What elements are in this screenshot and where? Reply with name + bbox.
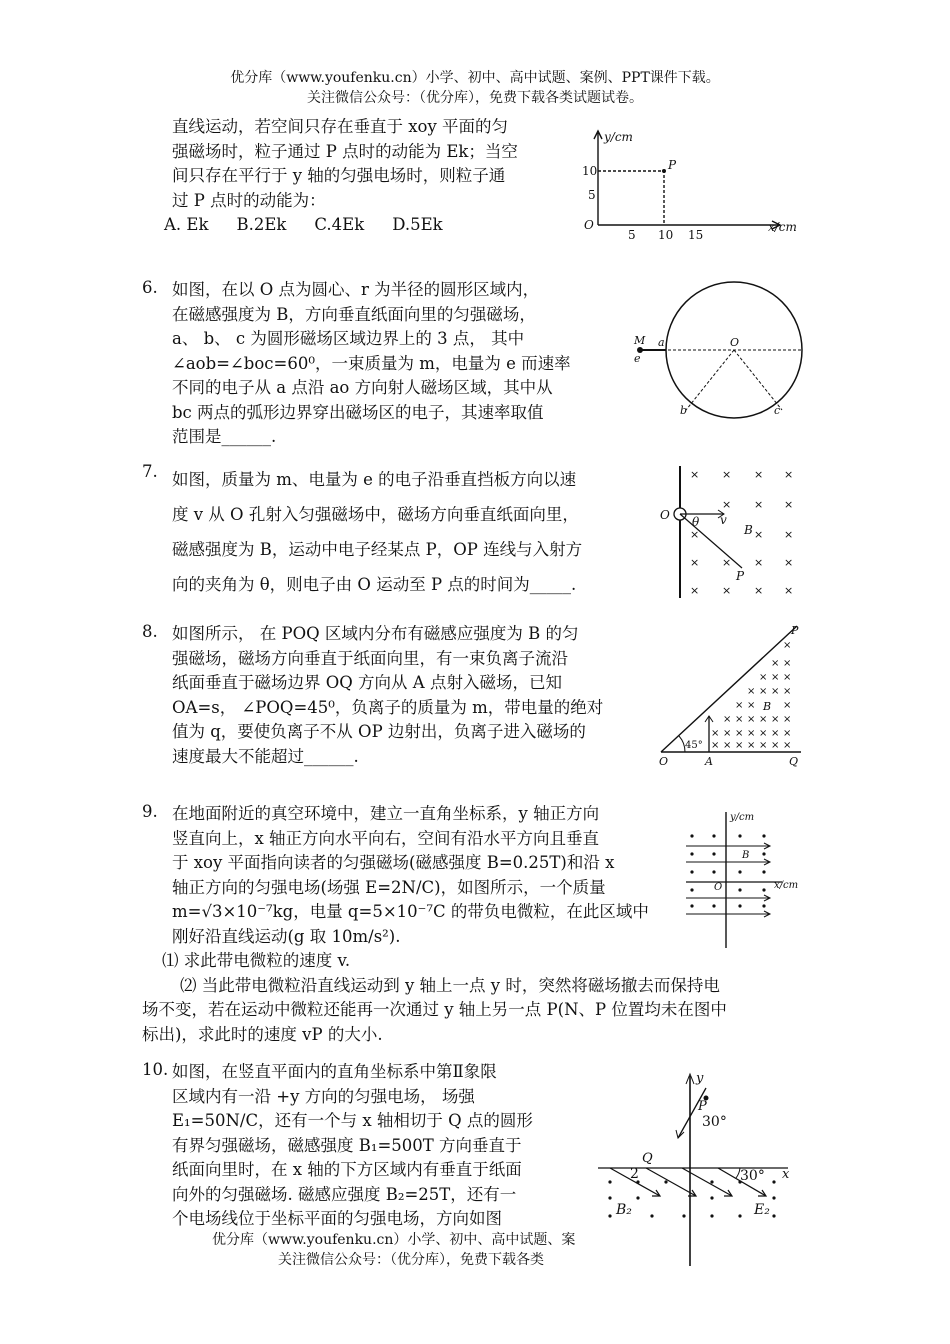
q9-line: 轴正方向的匀强电场(场强 E=2N/C)，如图所示，一个质量 (172, 877, 606, 897)
q5-ytick: 10 (582, 164, 598, 178)
svg-text:×: × (783, 658, 792, 669)
q8-line: OA=s， ∠POQ=45⁰，负离子的质量为 m，带电量的绝对 (172, 697, 604, 717)
q5-point-p (662, 169, 666, 173)
svg-text:×: × (783, 686, 792, 697)
q5-dashed-guides (598, 171, 664, 225)
q6-e-label: e (634, 352, 641, 365)
q7-cross: × (690, 584, 700, 597)
q5-p-label: P (668, 158, 677, 172)
q7-line: 向的夹角为 θ，则电子由 O 运动至 P 点的时间为_____. (172, 575, 577, 594)
q6-line: 范围是______. (172, 427, 277, 446)
footer-line-2: 关注微信公众号：（优分库），免费下载各类 (278, 1252, 544, 1268)
q10-line: 区域内有一沿 +y 方向的匀强电场， 场强 (172, 1086, 475, 1106)
question-9-text (172, 802, 672, 949)
svg-text:×: × (711, 728, 720, 739)
q5-option-d: D.5Ek (392, 215, 443, 234)
q8-o-label: O (659, 755, 669, 768)
q10-line: E₁=50N/C，还有一个与 x 轴相切于 Q 点的圆形 (172, 1111, 533, 1130)
q10-line: 有界匀强磁场，磁感强度 B₁=500T 方向垂直于 (172, 1135, 522, 1155)
q6-b-label: b (680, 404, 688, 417)
q5-line: 强磁场时，粒子通过 P 点时的动能为 Ek；当空 (172, 141, 518, 161)
svg-text:×: × (759, 728, 768, 739)
q7-cross: × (754, 584, 764, 597)
q7-cross: × (690, 468, 700, 481)
q6-circle-figure (628, 280, 808, 420)
q6-o-label: O (730, 336, 740, 349)
q9-e-field-lines (686, 843, 770, 917)
svg-text:×: × (735, 714, 744, 725)
svg-text:×: × (747, 700, 756, 711)
q8-p-label: P (791, 624, 799, 637)
q10-two-label: 2 (630, 1166, 639, 1182)
q5-line: 过 P 点时的动能为： (172, 190, 326, 210)
q7-cross: × (690, 528, 700, 541)
q5-option-a: A. Ek (164, 215, 209, 234)
q10-line: 如图，在竖直平面内的直角坐标系中第Ⅱ象限 (172, 1062, 497, 1081)
q7-cross: × (722, 468, 732, 481)
q7-cross: × (754, 468, 764, 481)
q6-line: 如图，在以 O 点为圆心、r 为半径的圆形区域内， (172, 280, 540, 299)
svg-text:×: × (783, 714, 792, 725)
svg-text:×: × (723, 728, 732, 739)
q10-x-label: x (782, 1167, 790, 1182)
q9-line: 于 xoy 平面指向读者的匀强磁场(磁感强度 B=0.25T)和沿 x (172, 853, 615, 872)
q9-b-field-dots (690, 834, 765, 907)
q5-options (164, 213, 572, 238)
svg-text:×: × (771, 728, 780, 739)
q7-theta-label: θ (692, 515, 700, 529)
q7-number: 7. (142, 462, 158, 481)
q10-line: 个电场线位于坐标平面的匀强电场，方向如图 (172, 1209, 502, 1228)
q6-line: bc 两点的弧形边界穿出磁场区的电子，其速率取值 (172, 402, 544, 422)
svg-text:×: × (783, 728, 792, 739)
svg-text:×: × (735, 728, 744, 739)
q8-a-label: A (705, 755, 713, 768)
q10-e2-label: E₂ (754, 1202, 770, 1218)
svg-text:×: × (771, 740, 780, 751)
q10-line: 纸面向里时，在 x 轴的下方区域内有垂直于纸面 (172, 1160, 522, 1179)
q6-radius-oc (734, 350, 782, 410)
q7-line: 度 v 从 O 孔射入匀强磁场中，磁场方向垂直纸面向里， (172, 505, 579, 524)
q7-p-label: P (736, 569, 745, 583)
svg-text:×: × (747, 714, 756, 725)
q8-cross-field (711, 640, 791, 751)
svg-text:×: × (735, 740, 744, 751)
q6-a-label: a (658, 336, 665, 349)
q8-angle-label: 45° (685, 740, 703, 751)
q5-line: 直线运动，若空间只存在垂直于 xoy 平面的匀 (172, 117, 509, 136)
q5-y-label: y/cm (604, 130, 633, 144)
q5-x-label: x/cm (768, 220, 797, 234)
q5-xtick: 10 (658, 228, 674, 242)
q9-line: 竖直向上，x 轴正方向水平向右，空间有沿水平方向且垂直 (172, 828, 600, 848)
q6-c-label: c (774, 404, 781, 417)
q5-origin-label: O (584, 218, 594, 232)
q7-cross: × (784, 468, 794, 481)
q9-subquestions (142, 949, 802, 1047)
q10-number: 10. (142, 1060, 169, 1079)
q7-o-label: O (660, 508, 670, 522)
question-8-text (172, 622, 642, 769)
q6-line: ∠aob=∠boc=60⁰，一束质量为 m，电量为 e 而速率 (172, 353, 571, 373)
q9-line: m=√3×10⁻⁷kg，电量 q=5×10⁻⁷C 的带负电微粒，在此区域中 (172, 902, 649, 921)
q7-cross: × (722, 584, 732, 597)
svg-text:×: × (735, 700, 744, 711)
q5-graph-figure (580, 125, 805, 245)
q10-angle2-label: 30° (740, 1168, 765, 1184)
q8-line: 速度最大不能超过______. (172, 746, 359, 766)
q7-cross: × (754, 528, 764, 541)
q7-cross: × (754, 556, 764, 569)
svg-text:×: × (783, 740, 792, 751)
q9-line: 刚好沿直线运动(g 取 10m/s²). (172, 926, 401, 946)
svg-text:×: × (747, 686, 756, 697)
q6-number: 6. (142, 278, 158, 297)
q7-v-label: v (720, 513, 727, 527)
footer-line-1: 优分库（www.youfenku.cn）小学、初中、高中试题、案 (212, 1232, 576, 1248)
svg-text:×: × (711, 740, 720, 751)
q7-field-figure (650, 462, 810, 602)
q9-sub1: ⑴ 求此带电微粒的速度 v. (162, 951, 351, 970)
q10-field-figure (590, 1068, 802, 1268)
q9-line: 在地面附近的真空环境中，建立一直角坐标系，y 轴正方向 (172, 804, 600, 823)
q7-cross: × (722, 556, 732, 569)
q5-ytick: 5 (588, 188, 596, 202)
q9-sub2-line: 标出)，求此时的速度 vP 的大小. (142, 1024, 383, 1044)
q7-cross: × (690, 556, 700, 569)
header-line-2: 关注微信公众号：（优分库），免费下载各类试题试卷。 (307, 90, 643, 106)
q7-cross: × (784, 556, 794, 569)
q7-cross: × (722, 498, 732, 511)
svg-text:×: × (783, 640, 792, 651)
q6-line: 在磁感强度为 B，方向垂直纸面向里的匀强磁场， (172, 304, 536, 324)
q5-line: 间只存在平行于 y 轴的匀强电场时，则粒子通 (172, 166, 506, 185)
q9-y-label: y/cm (730, 812, 755, 823)
q10-y-label: y (696, 1071, 704, 1086)
q8-line: 纸面垂直于磁场边界 OQ 方向从 A 点射入磁场，已知 (172, 673, 562, 692)
footer (212, 1230, 590, 1270)
q5-xtick: 15 (688, 228, 704, 242)
q8-number: 8. (142, 622, 158, 641)
q7-line: 如图，质量为 m、电量为 e 的电子沿垂直挡板方向以速 (172, 470, 577, 489)
question-5-text (164, 115, 572, 238)
q10-line: 向外的匀强磁场. 磁感应强度 B₂=25T，还有一 (172, 1184, 517, 1204)
q10-q-label: Q (642, 1151, 653, 1166)
svg-text:×: × (771, 658, 780, 669)
q7-cross: × (784, 498, 794, 511)
svg-text:×: × (759, 672, 768, 683)
svg-text:×: × (759, 740, 768, 751)
q9-x-label: x/cm (774, 880, 799, 891)
q9-o-label: O (714, 882, 723, 893)
svg-text:×: × (783, 672, 792, 683)
q10-b2-field-dots (608, 1180, 775, 1217)
q8-wedge-figure (655, 620, 805, 768)
svg-text:×: × (747, 728, 756, 739)
q9-number: 9. (142, 802, 158, 821)
q5-xtick: 5 (628, 228, 636, 242)
svg-text:×: × (783, 700, 792, 711)
q6-radius-ob (686, 350, 734, 410)
q10-p-label: P (698, 1099, 707, 1114)
question-6-text (172, 278, 622, 450)
question-7-text (172, 462, 642, 602)
q8-line: 强磁场，磁场方向垂直于纸面向里，有一束负离子流沿 (172, 648, 568, 668)
q9-field-figure (684, 808, 802, 950)
q9-b-label: B (742, 850, 750, 861)
svg-text:×: × (759, 714, 768, 725)
q8-b-label: B (763, 700, 772, 713)
header-line-1: 优分库（www.youfenku.cn）小学、初中、高中试题、案例、PPT课件下载。 (230, 70, 720, 86)
q8-line: 如图所示， 在 POQ 区域内分布有磁感应强度为 B 的匀 (172, 624, 579, 643)
svg-text:×: × (759, 686, 768, 697)
q8-line: 值为 q，要使负离子不从 OP 边射出，负离子进入磁场的 (172, 722, 586, 741)
svg-text:×: × (723, 740, 732, 751)
q9-sub2-line: ⑵ 当此带电微粒沿直线运动到 y 轴上一点 y 时，突然将磁场撤去而保持电 (180, 975, 720, 995)
q6-line: 不同的电子从 a 点沿 ao 方向射人磁场区域，其中从 (172, 378, 553, 397)
q7-line: 磁感强度为 B，运动中电子经某点 P，OP 连线与入射方 (172, 540, 583, 559)
q10-b2-label: B₂ (616, 1202, 632, 1218)
svg-text:×: × (747, 740, 756, 751)
q7-cross: × (784, 528, 794, 541)
q8-q-label: Q (789, 755, 799, 768)
q6-line: a、 b、 c 为圆形磁场区域边界上的 3 点， 其中 (172, 329, 525, 348)
q9-sub2-line: 场不变，若在运动中微粒还能再一次通过 y 轴上另一点 P(N、P 位置均未在图中 (142, 1000, 727, 1019)
svg-text:×: × (771, 714, 780, 725)
svg-text:×: × (771, 672, 780, 683)
q7-cross: × (784, 584, 794, 597)
q7-b-label: B (744, 523, 753, 537)
q5-option-b: B.2Ek (236, 215, 287, 234)
svg-text:×: × (771, 686, 780, 697)
question-10-text (172, 1060, 582, 1232)
q7-cross: × (754, 498, 764, 511)
svg-text:×: × (723, 714, 732, 725)
q5-option-c: C.4Ek (314, 215, 365, 234)
q10-angle1-label: 30° (702, 1114, 727, 1130)
q6-m-label: M (634, 334, 646, 347)
